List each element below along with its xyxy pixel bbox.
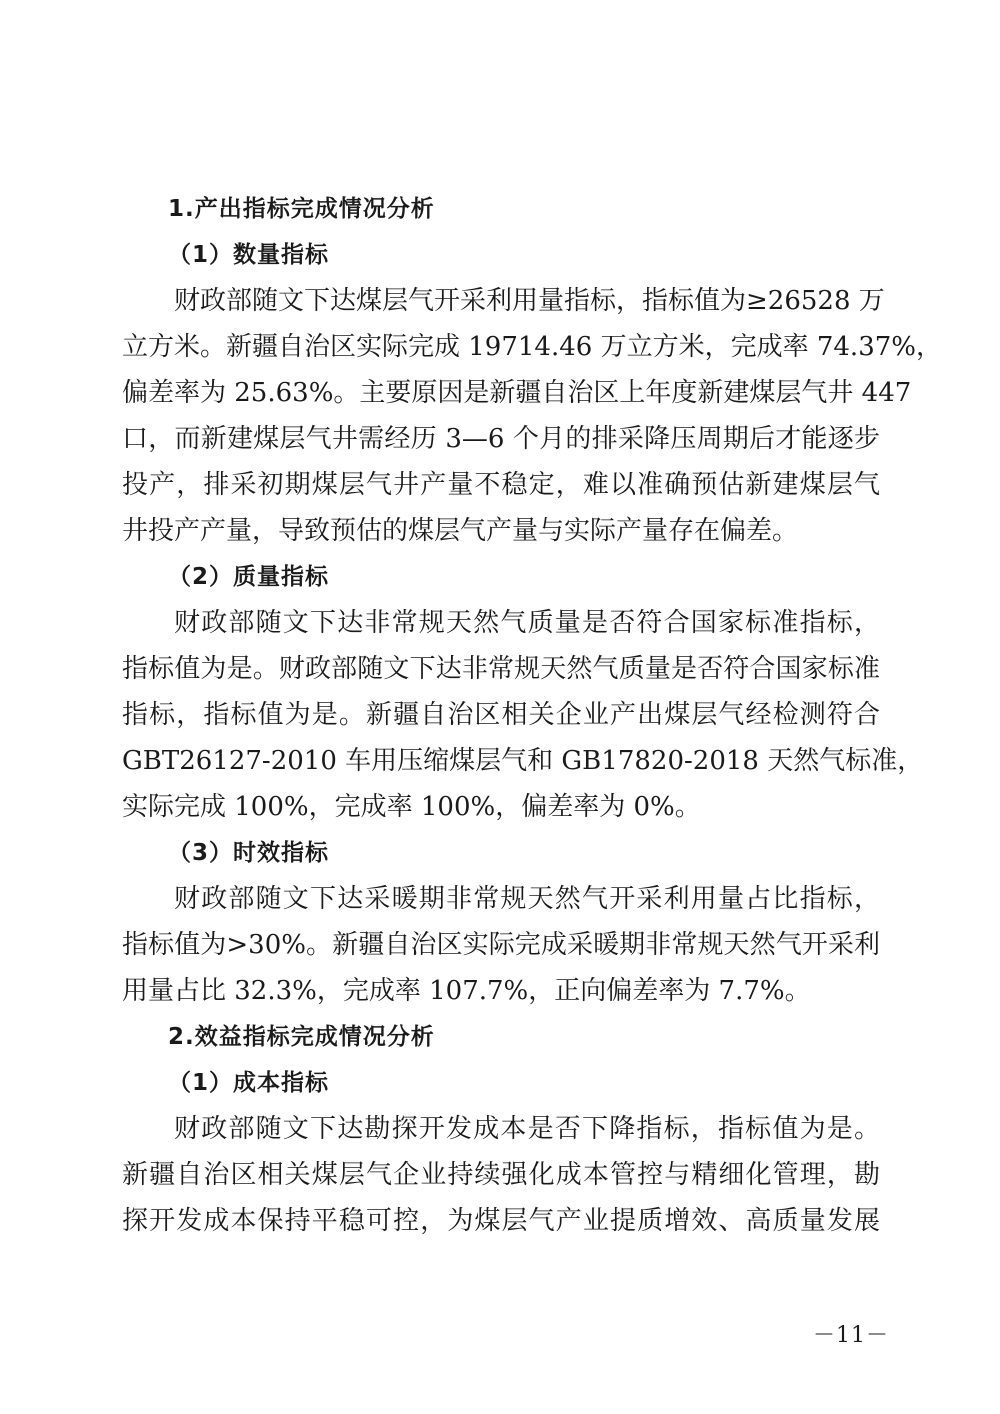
paragraph-line: 指标值为>30%。新疆自治区实际完成采暖期非常规天然气开采利 <box>122 930 880 960</box>
paragraph-line: 探开发成本保持平稳可控，为煤层气产业提质增效、高质量发展 <box>122 1206 880 1236</box>
paragraph-quality <box>122 600 924 830</box>
subheading-timeliness-indicators: （3）时效指标 <box>168 840 330 866</box>
page-number: －11－ <box>813 1323 889 1348</box>
paragraph-line: 指标，指标值为是。新疆自治区相关企业产出煤层气经检测符合 <box>122 700 880 730</box>
paragraph-line: 实际完成 100%，完成率 100%，偏差率为 0%。 <box>122 792 701 822</box>
paragraph-line: 财政部随文下达采暖期非常规天然气开采利用量占比指标， <box>174 884 880 914</box>
paragraph-line: GBT26127-2010 车用压缩煤层气和 GB17820-2018 天然气标准， <box>122 746 924 776</box>
paragraph-line: 财政部随文下达煤层气开采利用量指标，指标值为≥26528 万 <box>174 286 885 316</box>
section-heading-output-indicators: 1.产出指标完成情况分析 <box>168 196 435 222</box>
paragraph-line: 财政部随文下达勘探开发成本是否下降指标，指标值为是。 <box>174 1114 880 1144</box>
section-heading-benefit-indicators: 2.效益指标完成情况分析 <box>168 1024 435 1050</box>
document-body <box>122 186 942 1244</box>
paragraph-line: 立方米。新疆自治区实际完成 19714.46 万立方米，完成率 74.37%， <box>122 332 942 362</box>
paragraph-line: 口，而新建煤层气井需经历 3—6 个月的排采降压周期后才能逐步 <box>122 424 880 454</box>
paragraph-line: 偏差率为 25.63%。主要原因是新疆自治区上年度新建煤层气井 447 <box>122 378 912 408</box>
subheading-quantity-indicators: （1）数量指标 <box>168 242 330 268</box>
paragraph-line: 财政部随文下达非常规天然气质量是否符合国家标准指标， <box>174 608 880 638</box>
paragraph-quantity <box>122 278 942 554</box>
paragraph-cost <box>122 1106 880 1244</box>
subheading-quality-indicators: （2）质量指标 <box>168 564 330 590</box>
paragraph-line: 指标值为是。财政部随文下达非常规天然气质量是否符合国家标准 <box>122 654 880 684</box>
paragraph-timeliness <box>122 876 880 1014</box>
paragraph-line: 用量占比 32.3%，完成率 107.7%，正向偏差率为 7.7%。 <box>122 976 811 1006</box>
subheading-cost-indicators: （1）成本指标 <box>168 1070 330 1096</box>
paragraph-line: 投产，排采初期煤层气井产量不稳定，难以准确预估新建煤层气 <box>122 470 880 500</box>
paragraph-line: 井投产产量，导致预估的煤层气产量与实际产量存在偏差。 <box>122 516 799 546</box>
paragraph-line: 新疆自治区相关煤层气企业持续强化成本管控与精细化管理，勘 <box>122 1160 880 1190</box>
